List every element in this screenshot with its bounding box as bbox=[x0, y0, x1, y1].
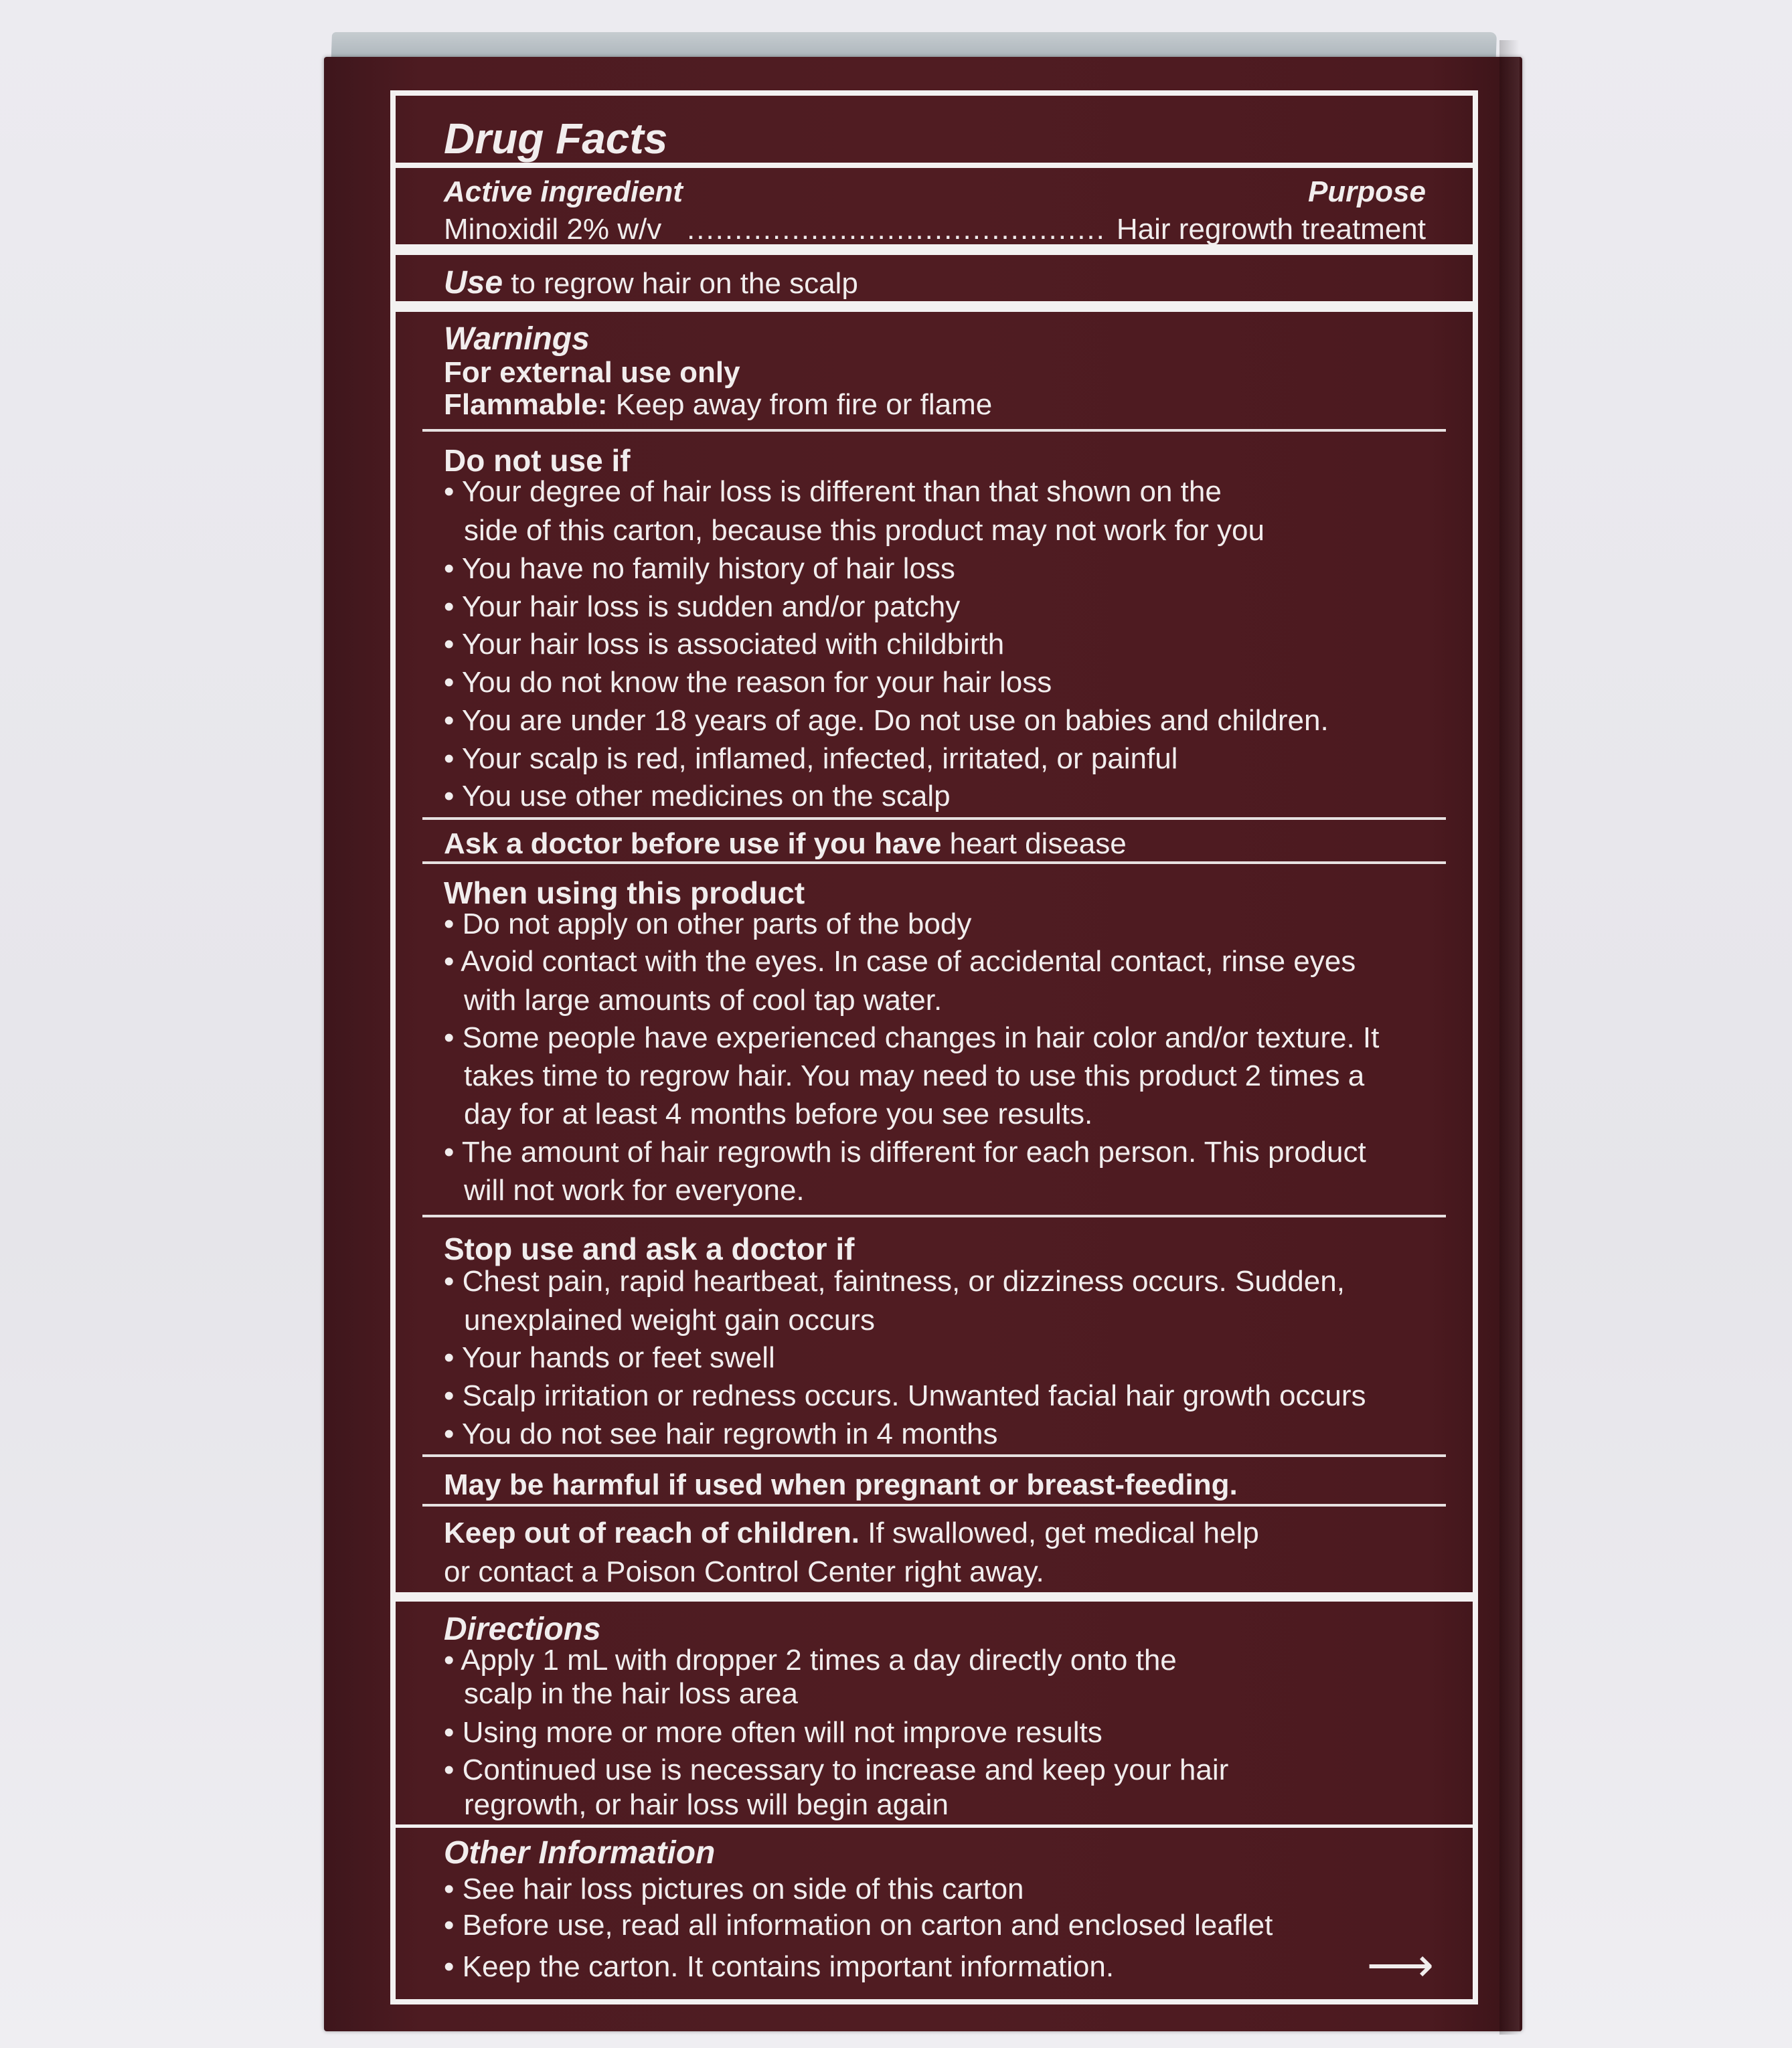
list-item: unexplained weight gain occurs bbox=[464, 1304, 875, 1337]
other-info-divider bbox=[396, 1824, 1473, 1828]
keep-out-label: Keep out of reach of children. bbox=[444, 1517, 860, 1549]
ask-doctor-line bbox=[444, 829, 1127, 859]
purpose-label: Purpose bbox=[1307, 175, 1426, 208]
warnings-divider bbox=[396, 301, 1473, 312]
list-item: • Avoid contact with the eyes. In case of accidental contact, rinse eyes bbox=[444, 945, 1356, 978]
keep-out-line bbox=[444, 1519, 1259, 1548]
list-item: with large amounts of cool tap water. bbox=[464, 984, 943, 1017]
list-item: • Your hair loss is sudden and/or patchy bbox=[444, 590, 961, 623]
other-info-title: Other Information bbox=[444, 1835, 716, 1871]
flammable-line bbox=[444, 390, 992, 420]
drug-facts-title: Drug Facts bbox=[444, 114, 668, 163]
list-item: will not work for everyone. bbox=[464, 1174, 805, 1207]
list-item: • Keep the carton. It contains important information. bbox=[444, 1950, 1115, 1983]
rule-ask-doctor bbox=[422, 817, 1446, 820]
list-item: regrowth, or hair loss will begin again bbox=[464, 1788, 949, 1821]
list-item: • You are under 18 years of age. Do not use on babies and children. bbox=[444, 704, 1329, 737]
use-label: Use bbox=[444, 265, 503, 301]
active-ingredient-divider bbox=[396, 163, 1473, 168]
list-item: • Apply 1 mL with dropper 2 times a day directly onto the bbox=[444, 1644, 1177, 1677]
use-text: to regrow hair on the scalp bbox=[511, 267, 858, 300]
list-item: • Some people have experienced changes in hair color and/or texture. It bbox=[444, 1021, 1380, 1054]
keep-out-text-2: or contact a Poison Control Center right away. bbox=[444, 1555, 1044, 1588]
when-using-title: When using this product bbox=[444, 875, 805, 910]
list-item: • You have no family history of hair loss bbox=[444, 552, 955, 585]
stop-use-title: Stop use and ask a doctor if bbox=[444, 1231, 855, 1266]
use-line bbox=[444, 267, 858, 299]
list-item: • Continued use is necessary to increase and keep your hair bbox=[444, 1754, 1229, 1786]
drug-facts-panel bbox=[390, 90, 1478, 2004]
list-item: • Scalp irritation or redness occurs. Unwanted facial hair growth occurs bbox=[444, 1379, 1366, 1412]
ask-doctor-label: Ask a doctor before use if you have bbox=[444, 827, 942, 860]
ingredient-dot-leader: ............................................ bbox=[687, 213, 1106, 246]
list-item: • You use other medicines on the scalp bbox=[444, 780, 951, 813]
directions-title: Directions bbox=[444, 1612, 601, 1647]
right-arrow-icon: ⟶ bbox=[1366, 1939, 1434, 1991]
use-divider bbox=[396, 244, 1473, 255]
list-item: • Do not apply on other parts of the body bbox=[444, 908, 972, 940]
list-item: • Your scalp is red, inflamed, infected, irritated, or painful bbox=[444, 742, 1178, 775]
pregnancy-warning: May be harmful if used when pregnant or breast-feeding. bbox=[444, 1468, 1238, 1501]
list-item: • Your degree of hair loss is different than that shown on the bbox=[444, 475, 1222, 508]
list-item: • Your hands or feet swell bbox=[444, 1341, 775, 1374]
rule-when-using bbox=[422, 861, 1446, 864]
list-item: • Before use, read all information on carton and enclosed leaflet bbox=[444, 1909, 1273, 1942]
ingredient-name: Minoxidil 2% w/v bbox=[444, 213, 662, 246]
carton-edge bbox=[1499, 40, 1520, 2035]
list-item: • Using more or more often will not improve results bbox=[444, 1716, 1103, 1749]
active-ingredient-label: Active ingredient bbox=[444, 175, 683, 208]
do-not-use-title: Do not use if bbox=[444, 443, 631, 478]
directions-divider bbox=[396, 1592, 1473, 1602]
external-use-text: For external use only bbox=[444, 356, 740, 389]
list-item: day for at least 4 months before you see results. bbox=[464, 1098, 1093, 1130]
list-item: • See hair loss pictures on side of this carton bbox=[444, 1873, 1024, 1905]
warnings-title: Warnings bbox=[444, 321, 590, 357]
list-item: • You do not know the reason for your hair loss bbox=[444, 666, 1052, 699]
list-item: side of this carton, because this product may not work for you bbox=[464, 514, 1265, 547]
rule-stop-use bbox=[422, 1215, 1446, 1217]
list-item: • Your hair loss is associated with childbirth bbox=[444, 628, 1005, 661]
ingredient-purpose: Hair regrowth treatment bbox=[1116, 213, 1426, 246]
flammable-label: Flammable: bbox=[444, 388, 608, 421]
rule-pregnant bbox=[422, 1454, 1446, 1457]
rule-do-not-use bbox=[422, 429, 1446, 432]
flammable-text: Keep away from fire or flame bbox=[615, 388, 993, 421]
list-item: • The amount of hair regrowth is different for each person. This product bbox=[444, 1136, 1366, 1169]
rule-keep-out bbox=[422, 1504, 1446, 1507]
keep-out-text: If swallowed, get medical help bbox=[868, 1517, 1259, 1549]
ask-doctor-text: heart disease bbox=[949, 827, 1127, 860]
list-item: scalp in the hair loss area bbox=[464, 1677, 798, 1710]
list-item: takes time to regrow hair. You may need to use this product 2 times a bbox=[464, 1059, 1365, 1092]
list-item: • Chest pain, rapid heartbeat, faintness, or dizziness occurs. Sudden, bbox=[444, 1265, 1345, 1298]
list-item: • You do not see hair regrowth in 4 months bbox=[444, 1418, 998, 1450]
